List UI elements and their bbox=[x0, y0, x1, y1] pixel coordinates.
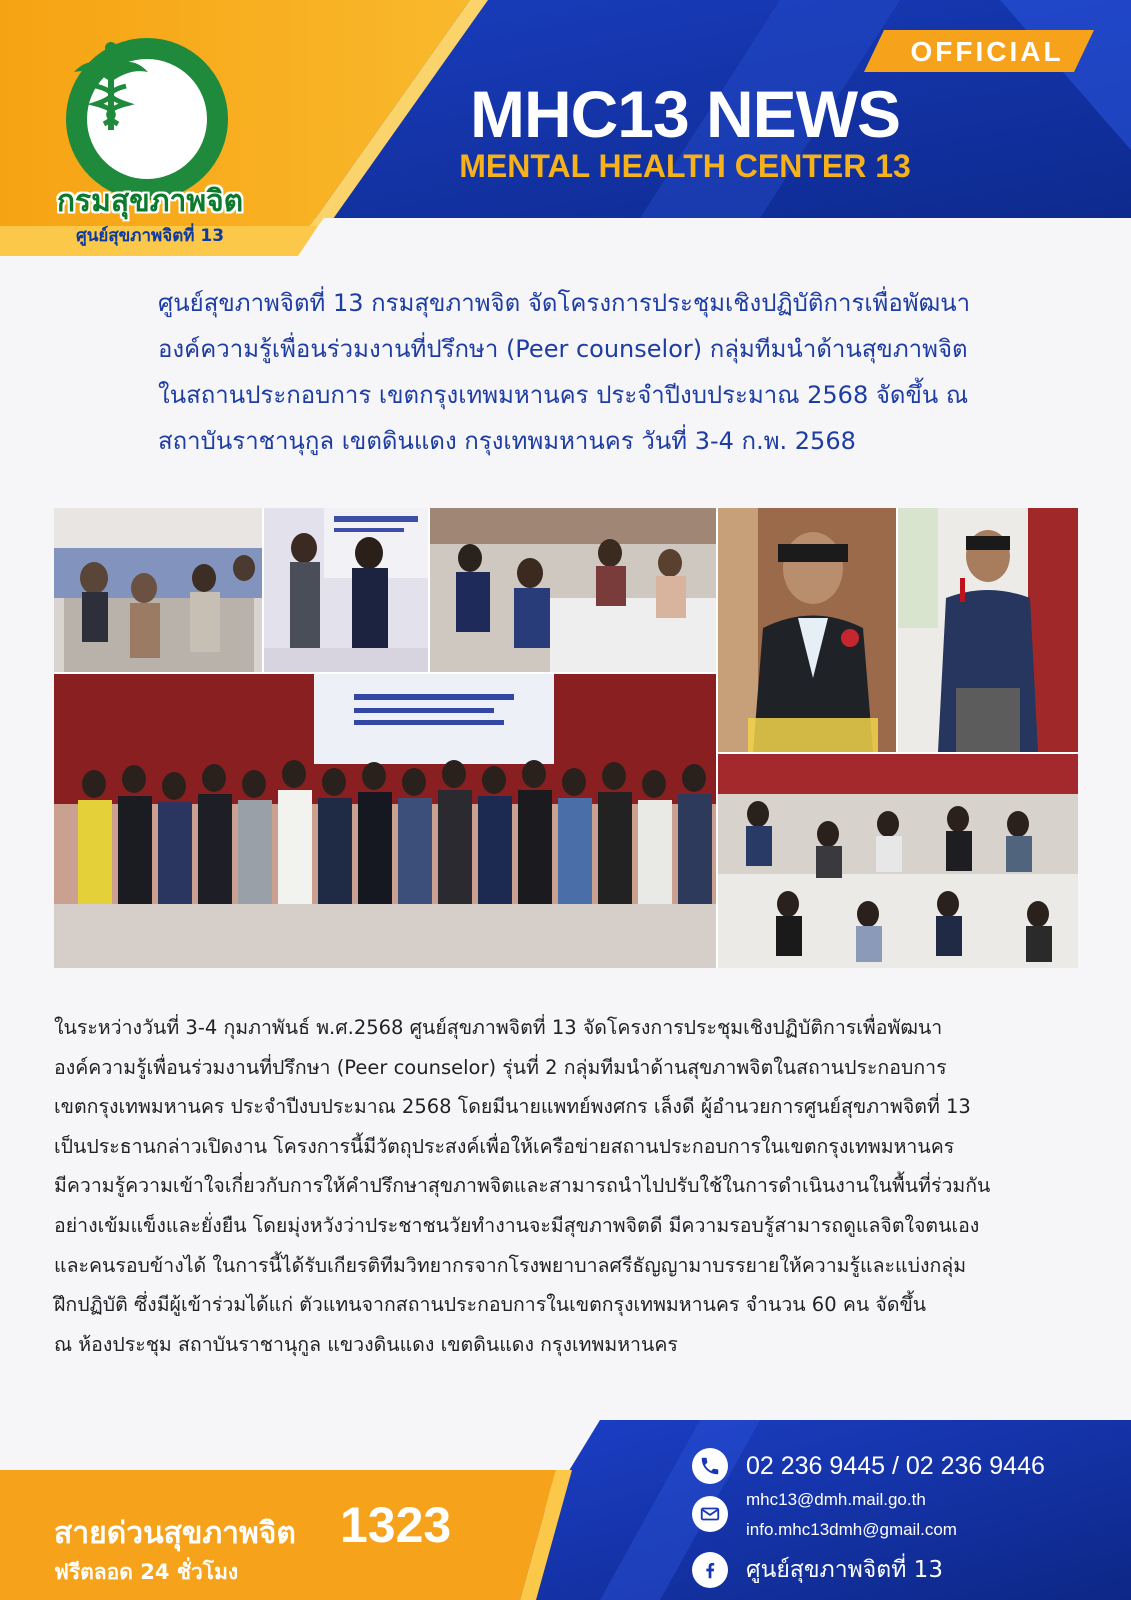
caduceus-icon bbox=[66, 38, 156, 134]
headline-line: องค์ความรู้เพื่อนร่วมงานที่ปรึกษา (Peer counselor) กลุ่มทีมนำด้านสุขภาพจิต bbox=[158, 335, 968, 363]
body-line: และคนรอบข้างได้ ในการนี้ได้รับเกียรติทีมวิทยากรจากโรงพยาบาลศรีธัญญามาบรรยายให้ความรู้และแบ่งกลุ่ม bbox=[54, 1253, 967, 1277]
hotline-label: สายด่วนสุขภาพจิต bbox=[54, 1516, 296, 1551]
headline-line: ศูนย์สุขภาพจิตที่ 13 กรมสุขภาพจิต จัดโครงการประชุมเชิงปฏิบัติการเพื่อพัฒนา bbox=[158, 289, 971, 317]
phone-icon bbox=[692, 1448, 728, 1484]
article-body bbox=[54, 1008, 1080, 1364]
headline-line: สถาบันราชานุกูล เขตดินแดง กรุงเทพมหานคร วันที่ 3-4 ก.พ. 2568 bbox=[158, 427, 856, 455]
body-line: เขตกรุงเทพมหานคร ประจำปีงบประมาณ 2568 โดยมีนายแพทย์พงศกร เล็งดี ผู้อำนวยการศูนย์สุขภาพจิตที่ 13 bbox=[54, 1095, 971, 1119]
body-line: มีความรู้ความเข้าใจเกี่ยวกับการให้คำปรึกษาสุขภาพจิตและสามารถนำไปปรับใช้ในการดำเนินงานในพื้นที่ร่วมกัน bbox=[54, 1174, 991, 1198]
facebook-icon bbox=[692, 1552, 728, 1588]
official-badge: OFFICIAL bbox=[910, 36, 1064, 67]
email-primary[interactable]: mhc13@dmh.mail.go.th bbox=[746, 1490, 926, 1509]
body-line: ณ ห้องประชุม สถาบันราชานุกูล แขวงดินแดง เขตดินแดง กรุงเทพมหานคร bbox=[54, 1332, 678, 1356]
ministry-seal-icon bbox=[66, 38, 228, 200]
department-name: กรมสุขภาพจิต bbox=[56, 184, 244, 219]
photo-director bbox=[718, 508, 896, 752]
hotline-number[interactable]: 1323 bbox=[340, 1497, 452, 1553]
body-line: ฝึกปฏิบัติ ซึ่งมีผู้เข้าร่วมได้แก่ ตัวแทนจากสถานประกอบการในเขตกรุงเทพมหานคร จำนวน 60 คน จัดขึ้น bbox=[54, 1293, 927, 1317]
headline bbox=[158, 280, 1078, 464]
body-line: องค์ความรู้เพื่อนร่วมงานที่ปรึกษา (Peer counselor) รุ่นที่ 2 กลุ่มทีมนำด้านสุขภาพจิตในสถานประกอบการ bbox=[54, 1055, 947, 1079]
news-title: MHC13 NEWS bbox=[469, 77, 901, 151]
facebook-page[interactable]: ศูนย์สุขภาพจิตที่ 13 bbox=[746, 1557, 943, 1583]
body-line: เป็นประธานกล่าวเปิดงาน โครงการนี้มีวัตถุประสงค์เพื่อให้เครือข่ายสถานประกอบการในเขตกรุงเทพมหานคร bbox=[54, 1134, 955, 1158]
email-secondary[interactable]: info.mhc13dmh@gmail.com bbox=[746, 1520, 957, 1539]
photo-speaker-mic bbox=[898, 508, 1078, 752]
photo-group-picture bbox=[54, 674, 716, 968]
header-banner bbox=[0, 0, 1131, 260]
news-subtitle: MENTAL HEALTH CENTER 13 bbox=[459, 148, 911, 184]
email-icon bbox=[692, 1496, 728, 1532]
photo-collage bbox=[54, 508, 1078, 968]
headline-line: ในสถานประกอบการ เขตกรุงเทพมหานคร ประจำปีงบประมาณ 2568 จัดขึ้น ณ bbox=[158, 381, 969, 409]
photo-group-discussion bbox=[54, 508, 262, 672]
body-line: อย่างเข้มแข็งและยั่งยืน โดยมุ่งหวังว่าประชาชนวัยทำงานจะมีสุขภาพจิตดี มีความรอบรู้สามารถดูแลจิตใจตนเอง bbox=[54, 1213, 980, 1237]
photo-speakers bbox=[264, 508, 428, 672]
body-line: ในระหว่างวันที่ 3-4 กุมภาพันธ์ พ.ศ.2568 ศูนย์สุขภาพจิตที่ 13 จัดโครงการประชุมเชิงปฏิบัติการเพื่อพัฒนา bbox=[54, 1016, 943, 1039]
photo-audience bbox=[718, 754, 1078, 968]
hotline-note: ฟรีตลอด 24 ชั่วโมง bbox=[54, 1560, 239, 1584]
center-name: ศูนย์สุขภาพจิตที่ 13 bbox=[75, 226, 225, 246]
photo-table-group bbox=[430, 508, 716, 672]
phone-number[interactable]: 02 236 9445 / 02 236 9446 bbox=[746, 1452, 1045, 1480]
